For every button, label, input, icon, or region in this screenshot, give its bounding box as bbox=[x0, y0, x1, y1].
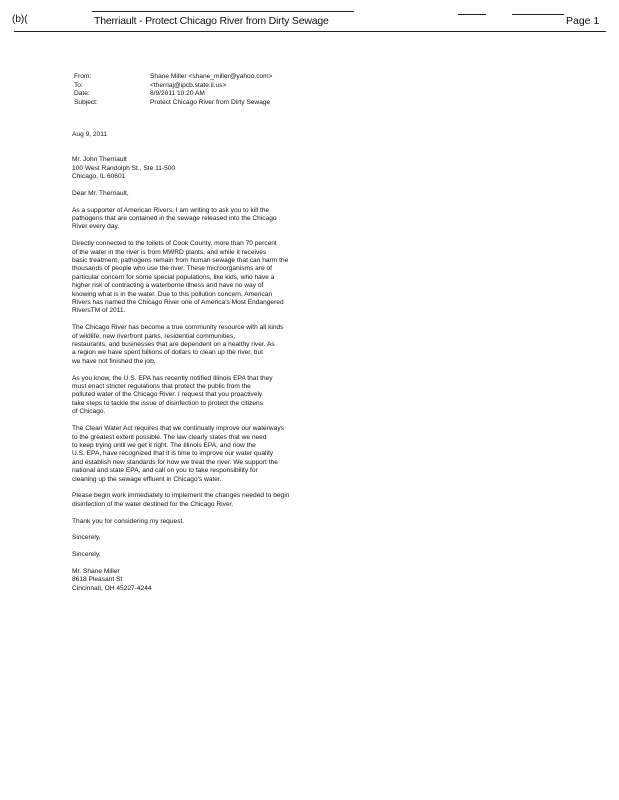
text-line: Thank you for considering my request. bbox=[72, 517, 185, 525]
address-line: 100 West Randolph St., Ste 11-500 bbox=[72, 164, 176, 172]
signature-line: Cincinnati, OH 45227-4244 bbox=[72, 584, 152, 592]
text-line: must enact stricter regulations that protect the public from the bbox=[72, 383, 251, 391]
text-line: disinfection of the water destined for the Chicago River. bbox=[72, 500, 234, 508]
paragraph-1 bbox=[72, 207, 542, 232]
text-line: basic treatment, pathogens remain from human sewage that can harm the bbox=[72, 257, 289, 265]
paragraph-2 bbox=[72, 240, 542, 316]
text-line: take steps to tackle the issue of disinfection to protect the citizens bbox=[72, 399, 263, 407]
text-line: of wildlife, new riverfront parks, residential communities, bbox=[72, 332, 236, 340]
paragraph-6 bbox=[72, 492, 542, 509]
text-line: Rivers has named the Chicago River one of America's Most Endangered bbox=[72, 299, 284, 307]
date-row bbox=[74, 90, 273, 99]
from-label: From: bbox=[74, 73, 92, 80]
text-line: Directly connected to the toilets of Cook County, more than 70 percent bbox=[72, 240, 277, 248]
to-label: To: bbox=[74, 81, 83, 89]
address-line: Chicago, IL 60601 bbox=[72, 173, 126, 180]
recipient-address bbox=[72, 156, 542, 181]
date-label: Date: bbox=[74, 90, 90, 98]
from-row bbox=[74, 73, 273, 82]
text-line: cleaning up the sewage effluent in Chicago's water. bbox=[72, 475, 222, 483]
email-metadata bbox=[74, 73, 273, 107]
text-line: The Clean Water Act requires that we continually improve our waterways bbox=[72, 425, 284, 433]
subject-value: Protect Chicago River from Dirty Sewage bbox=[150, 98, 271, 106]
text-line: of the water in the river is from MWRD plants, and while it receives bbox=[72, 248, 267, 256]
text-line: we have not finished the job. bbox=[72, 357, 156, 365]
signature-block bbox=[72, 568, 542, 593]
text-line: As a supporter of American Rivers, I am writing to ask you to kill the bbox=[72, 206, 270, 214]
text-line: of Chicago. bbox=[72, 408, 106, 416]
header-rule-bottom bbox=[14, 31, 606, 32]
signature-line: 8618 Pleasant St bbox=[72, 576, 123, 584]
document-tag: (b)( bbox=[12, 14, 28, 25]
header-rule-right bbox=[458, 14, 486, 15]
text-line: to keep trying until we get it right. The Illinois EPA, and now the bbox=[72, 441, 256, 449]
paragraph-5 bbox=[72, 425, 542, 484]
text-line: to the greatest extent possible. The law clearly states that we need bbox=[72, 433, 267, 441]
text-line: The Chicago River has become a true community resource with all kinds bbox=[72, 324, 284, 332]
header-rule-right-2 bbox=[512, 14, 564, 15]
signature-line: Mr. Shane Miller bbox=[72, 567, 120, 575]
address-line: Mr. John Therriault bbox=[72, 156, 127, 164]
text-line: pathogens that are contained in the sewage released into the Chicago bbox=[72, 215, 277, 222]
text-line: River every day. bbox=[72, 223, 120, 231]
text-line: restaurants, and businesses that are dependent on a healthy river. As bbox=[72, 341, 275, 349]
text-line: thousands of people who use the river. These microorganisms are of bbox=[72, 265, 272, 273]
text-line: knowing what is in the water. Due to this pollution concern, American bbox=[72, 290, 273, 298]
page-title: Therriault - Protect Chicago River from Dirty Sewage bbox=[94, 15, 329, 27]
date-value: 8/9/2011 10:20 AM bbox=[150, 90, 205, 98]
closing-1: Sincerely, bbox=[72, 534, 101, 542]
text-line: and establish new standards for how we treat the river. We support the bbox=[72, 458, 278, 466]
text-line: U.S. EPA, have recognized that it is time to improve our water quality bbox=[72, 450, 274, 458]
text-line: polluted water of the Chicago River. I request that you proactively bbox=[72, 391, 263, 399]
header-rule-top bbox=[92, 11, 354, 12]
from-value: Shane Miller <shane_miller@yahoo.com> bbox=[150, 73, 273, 80]
text-line: As you know, the U.S. EPA has recently notified Illinois EPA that they bbox=[72, 374, 273, 382]
subject-label: Subject: bbox=[74, 98, 98, 106]
letter-body bbox=[72, 131, 542, 602]
text-line: national and state EPA, and call on you to take responsibility for bbox=[72, 467, 258, 475]
text-line: RiversTM of 2011. bbox=[72, 307, 126, 315]
text-line: Please begin work immediately to implement the changes needed to begin bbox=[72, 492, 290, 500]
to-row bbox=[74, 82, 273, 91]
text-line: higher risk of contracting a waterborne illness and have no way of bbox=[72, 282, 264, 290]
text-line: particular concern for some special populations, like kids, who have a bbox=[72, 273, 275, 281]
letter-date: Aug 9, 2011 bbox=[72, 131, 108, 138]
subject-row bbox=[74, 99, 273, 108]
paragraph-4 bbox=[72, 375, 542, 417]
paragraph-7 bbox=[72, 518, 542, 526]
text-line: a region we have spent billions of dollars to clean up the river, but bbox=[72, 349, 263, 357]
salutation: Dear Mr. Therriault, bbox=[72, 189, 129, 197]
closing-2: Sincerely, bbox=[72, 551, 101, 559]
paragraph-3 bbox=[72, 324, 542, 366]
page-number: Page 1 bbox=[566, 15, 600, 27]
to-value: <therriaj@ipcb.state.il.us> bbox=[150, 81, 227, 89]
